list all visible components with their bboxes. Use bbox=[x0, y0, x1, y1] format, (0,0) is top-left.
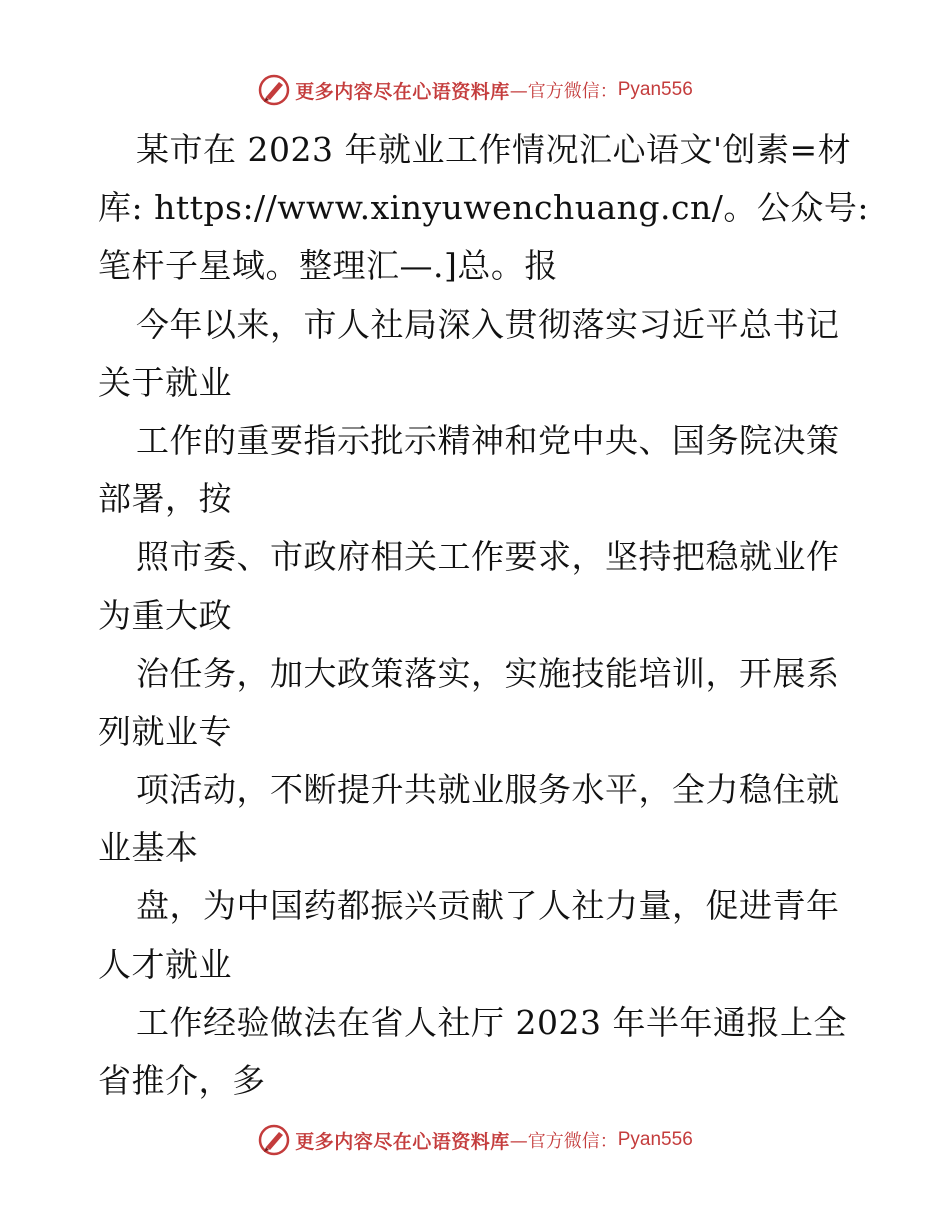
text-line: 为重大政 bbox=[98, 595, 232, 635]
banner-main-text: 更多内容尽在心语资料库 bbox=[295, 80, 510, 103]
text-line: 笔杆子星域。整理汇—.]总。报 bbox=[98, 246, 558, 286]
text-line: 工作经验做法在省人社厅 2023 年半年通报上全 bbox=[136, 1002, 847, 1042]
header-banner bbox=[0, 70, 950, 110]
banner-sub-text: —官方微信： bbox=[509, 81, 618, 102]
logo-icon bbox=[257, 73, 291, 107]
text-line: 部署，按 bbox=[98, 479, 232, 519]
text-line: 业基本 bbox=[98, 828, 199, 868]
text-line: 列就业专 bbox=[98, 711, 232, 751]
banner-wechat-id: Pyan556 bbox=[617, 1129, 693, 1150]
text-line: 省推介，多 bbox=[98, 1061, 266, 1100]
document-body bbox=[98, 121, 869, 1110]
text-line: 治任务，加大政策落实，实施技能培训，开展系 bbox=[136, 653, 840, 693]
footer-banner bbox=[0, 1120, 950, 1160]
text-line: 人才就业 bbox=[98, 944, 232, 984]
banner-sub-text: —官方微信： bbox=[509, 1131, 618, 1152]
text-line: 工作的重要指示批示精神和党中央、国务院决策 bbox=[136, 420, 840, 460]
text-line: 照市委、市政府相关工作要求，坚持把稳就业作 bbox=[136, 537, 840, 577]
banner-wechat-id: Pyan556 bbox=[617, 79, 693, 100]
text-line: 某市在 2023 年就业工作情况汇心语文'创素=材 bbox=[136, 130, 852, 169]
banner-main-text: 更多内容尽在心语资料库 bbox=[295, 1130, 510, 1153]
text-line: 库: https://www.xinyuwenchuang.cn/。公众号: bbox=[98, 188, 869, 228]
text-line: 项活动，不断提升共就业服务水平，全力稳住就 bbox=[136, 770, 840, 810]
logo-icon bbox=[257, 1123, 291, 1157]
text-line: 盘，为中国药都振兴贡献了人社力量，促进青年 bbox=[136, 886, 840, 926]
text-line: 今年以来，市人社局深入贯彻落实习近平总书记 bbox=[136, 304, 840, 344]
text-line: 关于就业 bbox=[98, 362, 232, 402]
